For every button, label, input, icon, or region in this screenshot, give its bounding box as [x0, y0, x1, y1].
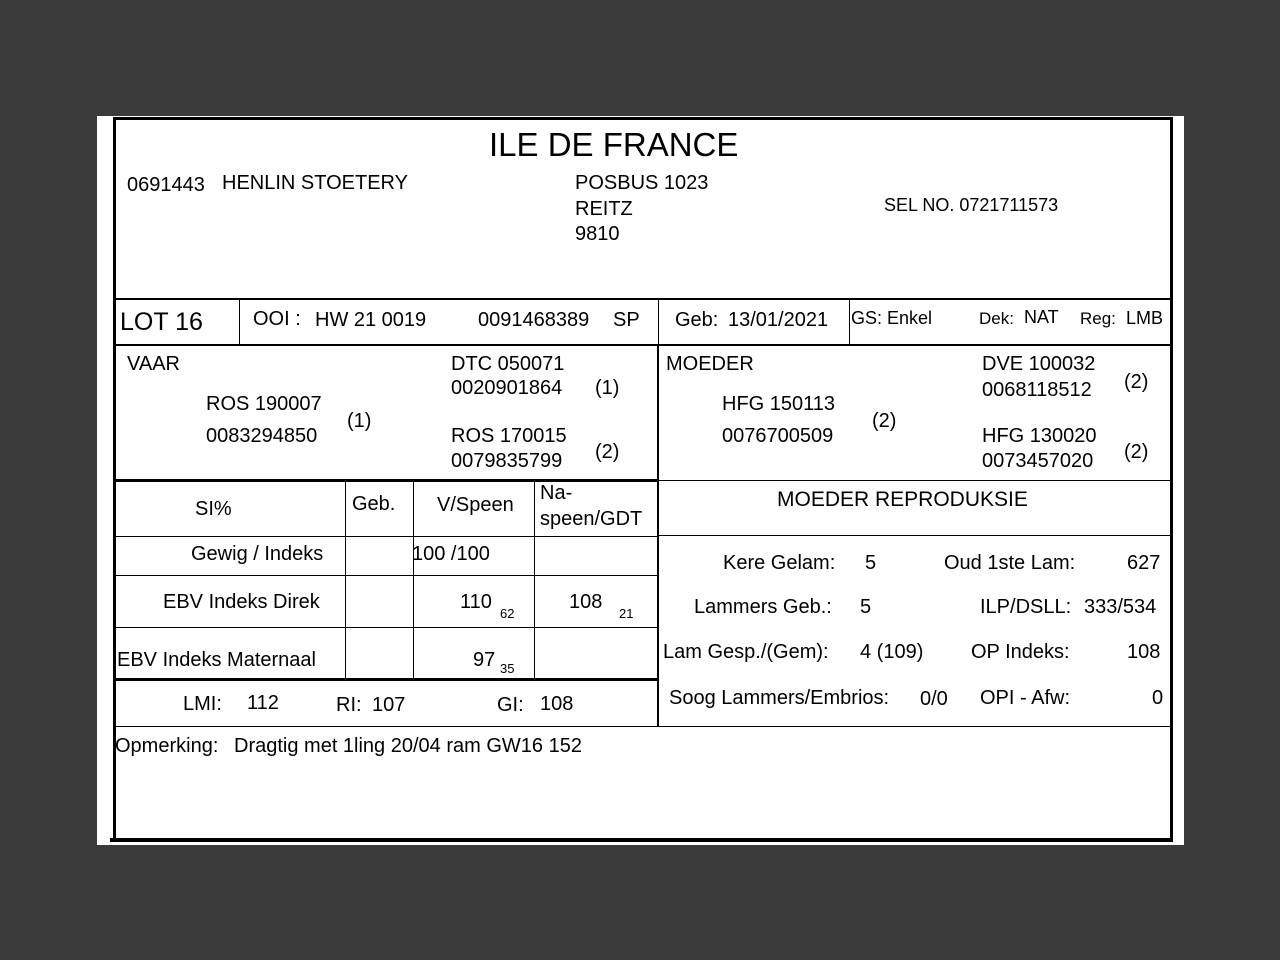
- lmi-label: LMI:: [183, 693, 222, 715]
- birth-date: 13/01/2021: [728, 309, 829, 331]
- row-maternaal-vspeen-accuracy: 35: [500, 661, 515, 676]
- lam-gesp-value: 4 (109): [860, 641, 924, 663]
- row-label-ebv-direk: EBV Indeks Direk: [163, 591, 320, 613]
- sel-no: SEL NO. 0721711573: [884, 195, 1059, 215]
- gi-value: 108: [540, 693, 574, 715]
- moeder-sire-number: 0068118512: [982, 379, 1092, 401]
- gs-value: GS: Enkel: [851, 308, 933, 328]
- divider-pedigree-left: [113, 479, 658, 482]
- oud-label: Oud 1ste Lam:: [944, 552, 1076, 574]
- moeder-label: MOEDER: [666, 353, 754, 375]
- opi-value: 0: [1152, 687, 1164, 709]
- ooi-code: SP: [613, 309, 640, 331]
- moeder-sire-grade: (2): [1124, 371, 1149, 393]
- border-top: [113, 117, 1173, 120]
- vline-lot: [239, 299, 240, 345]
- vaar-sire-number: 0020901864: [451, 377, 563, 399]
- vline-table-naspeen: [534, 481, 535, 679]
- divider-header: [113, 298, 1173, 300]
- moeder-id: HFG 150113: [722, 393, 836, 415]
- lammers-geb-value: 5: [860, 596, 872, 618]
- row-gewig-vspeen: 100 /100: [412, 543, 490, 565]
- moeder-number: 0076700509: [722, 425, 834, 447]
- lam-gesp-label: Lam Gesp./(Gem):: [663, 641, 829, 663]
- repro-title: MOEDER REPRODUKSIE: [777, 488, 1028, 511]
- owner-id: 0691443: [127, 174, 205, 196]
- divider-repro-title: [658, 535, 1173, 536]
- ooi-number: 0091468389: [478, 309, 590, 331]
- kere-gelam-label: Kere Gelam:: [723, 552, 836, 574]
- reg-label: Reg:: [1080, 309, 1116, 328]
- reg-value: LMB: [1126, 308, 1164, 328]
- vline-table-geb: [345, 481, 346, 679]
- vaar-dam-grade: (2): [595, 441, 620, 463]
- vaar-dam-id: ROS 170015: [451, 425, 567, 447]
- remark-text: Dragtig met 1ling 20/04 ram GW16 152: [234, 735, 582, 757]
- vline-gs: [849, 299, 850, 345]
- remark-label: Opmerking:: [115, 735, 219, 757]
- moeder-grade: (2): [872, 410, 897, 432]
- breed-title: ILE DE FRANCE: [489, 126, 739, 163]
- ilp-label: ILP/DSLL:: [980, 596, 1072, 618]
- header-vspeen: V/Speen: [437, 494, 514, 516]
- ilp-value: 333/534: [1084, 596, 1157, 618]
- soog-value: 0/0: [920, 688, 948, 710]
- vaar-number: 0083294850: [206, 425, 318, 447]
- vline-table-vspeen: [413, 481, 414, 679]
- border-bottom: [110, 838, 1173, 842]
- lot-number: LOT 16: [120, 308, 203, 336]
- header-naspeen-1: Na-: [540, 482, 573, 504]
- birth-date-label: Geb:: [675, 309, 719, 331]
- row-direk-naspeen: 108: [569, 591, 603, 613]
- row-label-gewig: Gewig / Indeks: [191, 543, 324, 565]
- address-line-2: REITZ: [575, 198, 633, 220]
- row-maternaal-vspeen: 97: [473, 649, 496, 671]
- header-si: SI%: [195, 498, 232, 520]
- vline-middle: [657, 345, 659, 727]
- address-line-3: 9810: [575, 223, 620, 245]
- vaar-id: ROS 190007: [206, 393, 322, 415]
- divider-table-header: [113, 536, 658, 537]
- vaar-grade: (1): [347, 410, 372, 432]
- moeder-sire-id: DVE 100032: [982, 353, 1096, 375]
- vaar-dam-number: 0079835799: [451, 450, 563, 472]
- ri-label: RI:: [336, 694, 362, 716]
- divider-lot-row: [113, 344, 1173, 346]
- gi-label: GI:: [497, 694, 524, 716]
- vaar-sire-id: DTC 050071: [451, 353, 565, 375]
- row-direk-vspeen: 110: [460, 591, 492, 613]
- opi-label: OPI - Afw:: [980, 687, 1071, 709]
- owner-name: HENLIN STOETERY: [222, 172, 408, 194]
- vline-table-left: [113, 481, 115, 681]
- dek-value: NAT: [1024, 307, 1059, 327]
- lot-card: [97, 116, 1184, 845]
- moeder-dam-grade: (2): [1124, 441, 1149, 463]
- address-line-1: POSBUS 1023: [575, 172, 709, 194]
- divider-table-row1: [113, 575, 658, 576]
- dek-label: Dek:: [979, 309, 1014, 328]
- kere-gelam-value: 5: [865, 552, 877, 574]
- vline-geb: [658, 299, 659, 345]
- op-value: 108: [1127, 641, 1161, 663]
- lmi-value: 112: [247, 692, 279, 714]
- lammers-geb-label: Lammers Geb.:: [694, 596, 832, 618]
- row-label-ebv-maternaal: EBV Indeks Maternaal: [117, 649, 316, 671]
- row-direk-vspeen-accuracy: 62: [500, 606, 515, 621]
- header-naspeen-2: speen/GDT: [540, 508, 643, 530]
- row-direk-naspeen-accuracy: 21: [619, 606, 634, 621]
- header-geb: Geb.: [352, 493, 396, 515]
- ooi-label: OOI :: [253, 308, 301, 330]
- soog-label: Soog Lammers/Embrios:: [669, 687, 890, 709]
- divider-remark: [113, 726, 1173, 727]
- divider-table-row2: [113, 627, 658, 628]
- divider-table-bottom: [113, 678, 658, 681]
- ooi-id: HW 21 0019: [315, 309, 427, 331]
- vaar-sire-grade: (1): [595, 377, 620, 399]
- oud-value: 627: [1127, 552, 1161, 574]
- op-label: OP Indeks:: [971, 641, 1070, 663]
- border-right: [1170, 117, 1173, 841]
- moeder-dam-number: 0073457020: [982, 450, 1094, 472]
- moeder-dam-id: HFG 130020: [982, 425, 1097, 447]
- vaar-label: VAAR: [127, 353, 180, 375]
- divider-pedigree-right: [658, 480, 1173, 481]
- ri-value: 107: [372, 694, 406, 716]
